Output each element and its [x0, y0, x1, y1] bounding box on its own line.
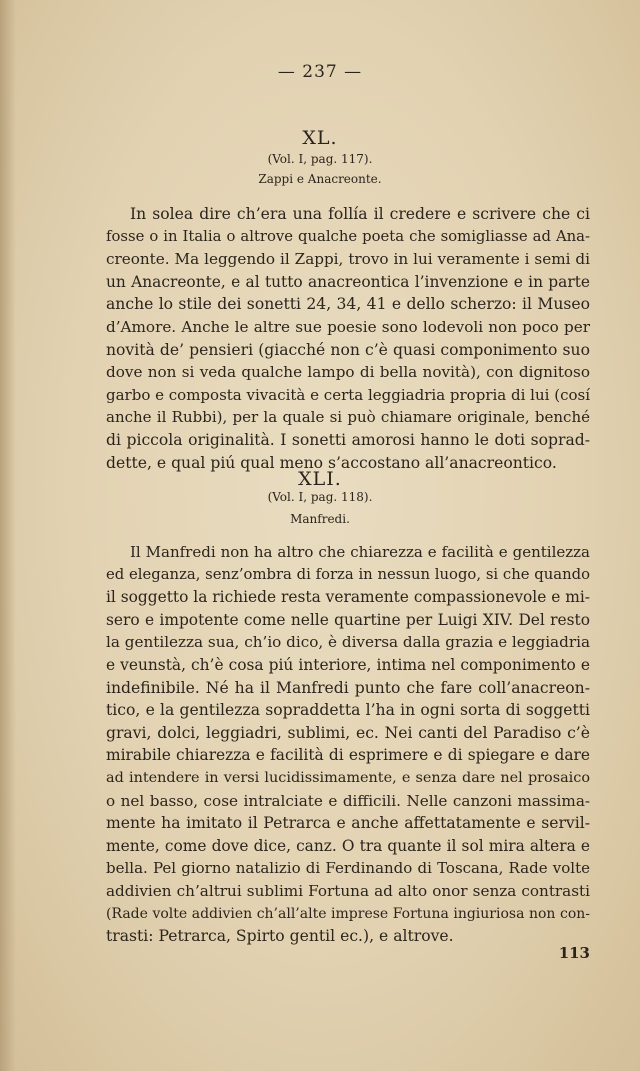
text-line: (Rade volte addivien ch’all’alte imprese Fortuna ingiuriosa non con-: [106, 905, 590, 922]
text-line: anche il Rubbi), per la quale si può chiamare originale, benché: [106, 408, 590, 427]
section-title: XL.: [302, 127, 338, 149]
text-line: la gentilezza sua, ch’io dico, è diversa dalla grazia e leggiadria: [106, 633, 590, 652]
text-line: sero e impotente come nelle quartine per Luigi XIV. Del resto: [106, 610, 590, 629]
text-line: ad intendere in versi lucidissimamente, e senza dare nel prosaico: [106, 769, 590, 786]
text-line: anche lo stile dei sonetti 24, 34, 41 e dello scherzo: il Museo: [106, 295, 590, 314]
text-line: trasti: Petrarca, Spirto gentil ec.), e altrove.: [106, 927, 454, 946]
text-line: mirabile chiarezza e facilità di esprimere e di spiegare e dare: [106, 746, 590, 765]
text-line: creonte. Ma leggendo il Zappi, trovo in lui veramente i semi di: [106, 250, 590, 269]
text-line: In solea dire ch’era una follía il credere e scrivere che ci: [130, 205, 590, 223]
text-line: e veunstà, ch’è cosa piú interiore, intima nel componimento e: [106, 655, 590, 674]
text-line: addivien ch’altrui sublimi Fortuna ad alto onor senza contrasti: [106, 881, 590, 900]
text-line: un Anacreonte, e al tutto anacreontica l’invenzione e in parte: [106, 272, 590, 291]
text-line: dove non si veda qualche lampo di bella novità), con dignitoso: [106, 363, 590, 382]
section-paragraph: [106, 203, 590, 474]
text-line: ed eleganza, senz’ombra di forza in nessun luogo, si che quando: [106, 565, 590, 583]
page-number: 113: [558, 944, 590, 962]
page-header-marker: — 237 —: [277, 62, 363, 82]
text-line: mente, come dove dice, canz. O tra quante il sol mira altera e: [106, 836, 590, 855]
section-volume-ref: (Vol. I, pag. 118).: [267, 490, 373, 504]
text-line: novità de’ pensieri (giacché non c’è quasi componimento suo: [106, 340, 590, 359]
text-line: dette, e qual piú qual meno s’accostano all’anacreontico.: [106, 453, 557, 472]
section-title: XLI.: [298, 468, 342, 490]
text-line: gravi, dolci, leggiadri, sublimi, ec. Nei canti del Paradiso c’è: [106, 723, 590, 742]
section-volume-ref: (Vol. I, pag. 117).: [267, 152, 373, 166]
text-line: Il Manfredi non ha altro che chiarezza e facilità e gentilezza: [130, 543, 590, 561]
text-line: garbo e composta vivacità e certa leggiadria propria di lui (cosí: [106, 385, 590, 404]
text-line: bella. Pel giorno natalizio di Ferdinando di Toscana, Rade volte: [106, 859, 590, 878]
text-line: mente ha imitato il Petrarca e anche affettatamente e servil-: [106, 814, 590, 833]
section-subtitle: Zappi e Anacreonte.: [258, 172, 382, 186]
section-paragraph: [106, 541, 590, 948]
text-line: d’Amore. Anche le altre sue poesie sono lodevoli non poco per: [106, 317, 590, 336]
text-line: fosse o in Italia o altrove qualche poeta che somigliasse ad Ana-: [106, 227, 590, 245]
text-line: indefinibile. Né ha il Manfredi punto che fare coll’anacreon-: [106, 678, 590, 697]
text-line: il soggetto la richiede resta veramente compassionevole e mi-: [106, 588, 590, 607]
text-line: tico, e la gentilezza sopraddetta l’ha in ogni sorta di soggetti: [106, 701, 590, 720]
section-subtitle: Manfredi.: [290, 512, 350, 526]
text-line: di piccola originalità. I sonetti amorosi hanno le doti soprad-: [106, 430, 590, 449]
text-line: o nel basso, cose intralciate e difficili. Nelle canzoni massima-: [106, 791, 590, 810]
